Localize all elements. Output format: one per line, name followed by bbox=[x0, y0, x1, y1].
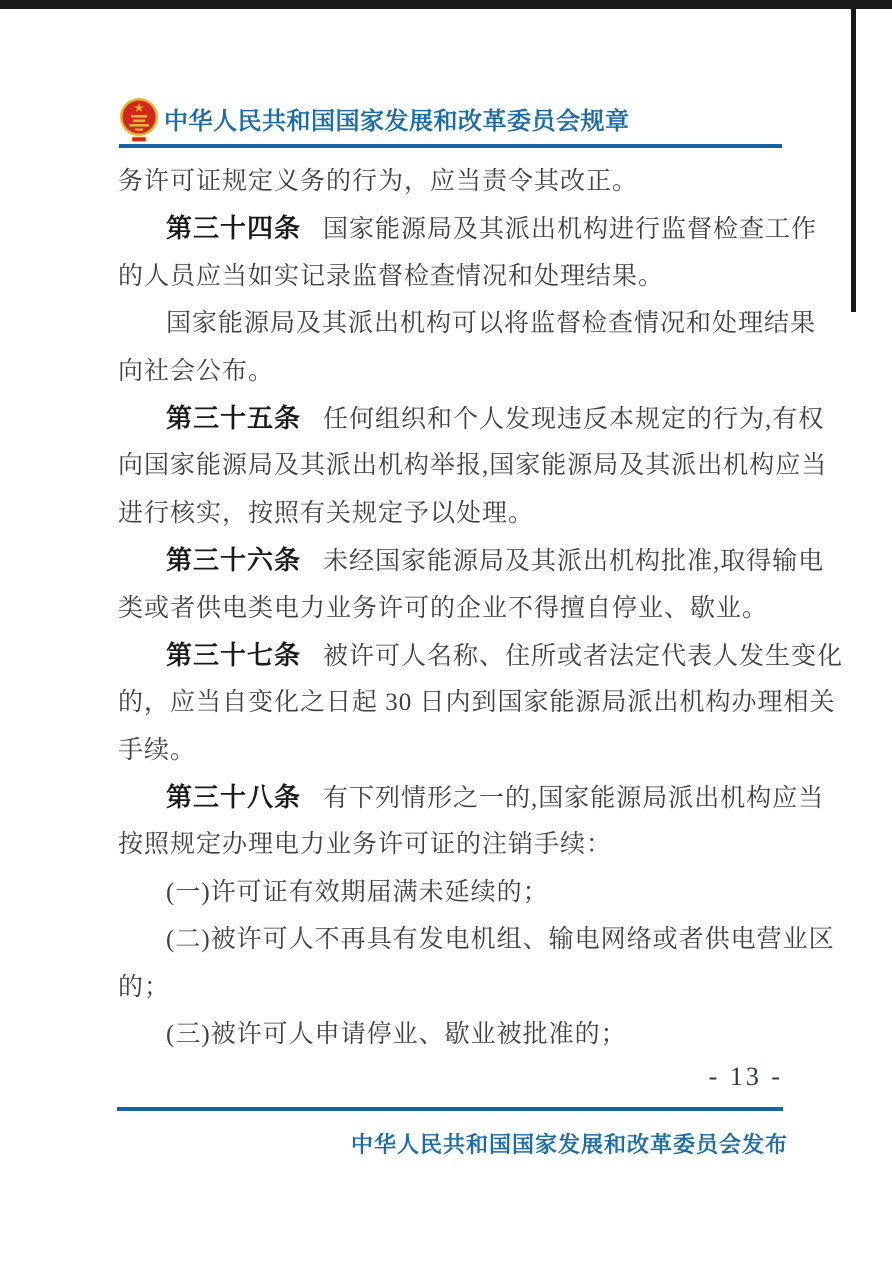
header-divider bbox=[119, 144, 782, 148]
body-line bbox=[118, 727, 790, 774]
body-line bbox=[118, 348, 790, 395]
body-line bbox=[118, 300, 817, 347]
body-line-text: 的，应当自变化之日起 30 日内到国家能源局派出机构办理相关 bbox=[118, 689, 836, 717]
body-line-text: 向国家能源局及其派出机构举报,国家能源局及其派出机构应当 bbox=[118, 452, 828, 480]
article-number: 第三十四条 bbox=[166, 213, 302, 244]
body-line bbox=[118, 253, 790, 300]
scan-top-edge bbox=[0, 0, 892, 9]
body-line-text: (三)被许可人申请停业、歇业被批准的； bbox=[166, 1021, 627, 1049]
body-line bbox=[118, 395, 825, 442]
body-line bbox=[118, 679, 836, 726]
body-line-text: 按照规定办理电力业务许可证的注销手续： bbox=[118, 831, 613, 859]
article-number: 第三十五条 bbox=[166, 402, 302, 433]
body-line-text: (二)被许可人不再具有发电机组、输电网络或者供电营业区 bbox=[166, 926, 835, 954]
body-line-text: 国家能源局及其派出机构可以将监督检查情况和处理结果 bbox=[166, 310, 817, 338]
body-line-text: 类或者供电类电力业务许可的企业不得擅自停业、歇业。 bbox=[118, 594, 769, 622]
body-line-text: 进行核实，按照有关规定予以处理。 bbox=[118, 499, 535, 527]
body-line-text: 任何组织和个人发现违反本规定的行为,有权 bbox=[323, 405, 825, 433]
body-line bbox=[118, 869, 790, 916]
body-line-text: 的； bbox=[118, 973, 171, 1001]
article-number: 第三十六条 bbox=[166, 545, 302, 576]
body-line bbox=[118, 1011, 790, 1058]
body-line bbox=[118, 442, 828, 489]
body-line bbox=[118, 585, 790, 632]
body-line-text: 的人员应当如实记录监督检查情况和处理结果。 bbox=[118, 262, 665, 290]
document-body bbox=[118, 158, 844, 1058]
china-national-emblem-icon bbox=[119, 97, 159, 143]
footer-divider bbox=[117, 1107, 783, 1111]
publisher-line: 中华人民共和国国家发展和改革委员会发布 bbox=[350, 1132, 788, 1157]
body-line bbox=[118, 821, 790, 868]
header-title: 中华人民共和国国家发展和改革委员会规章 bbox=[164, 108, 630, 135]
article-number: 第三十八条 bbox=[166, 782, 302, 813]
body-line bbox=[118, 205, 818, 252]
body-line bbox=[118, 158, 790, 205]
body-line-text: 务许可证规定义务的行为，应当责令其改正。 bbox=[118, 168, 639, 195]
body-line-text: 手续。 bbox=[118, 736, 197, 764]
article-number: 第三十七条 bbox=[166, 639, 302, 670]
body-line-text: 未经国家能源局及其派出机构批准,取得输电 bbox=[323, 548, 825, 576]
body-line-text: 向社会公布。 bbox=[118, 357, 275, 385]
body-line-text: 被许可人名称、住所或者法定代表人发生变化 bbox=[323, 642, 844, 670]
body-line bbox=[118, 964, 790, 1011]
body-line bbox=[118, 490, 790, 537]
body-line bbox=[118, 537, 825, 584]
body-line bbox=[118, 632, 844, 679]
body-line bbox=[118, 916, 835, 963]
body-line-text: 国家能源局及其派出机构进行监督检查工作 bbox=[323, 216, 818, 244]
body-line bbox=[118, 774, 825, 821]
page-number: - 13 - bbox=[708, 1062, 783, 1091]
body-line-text: 有下列情形之一的,国家能源局派出机构应当 bbox=[323, 785, 825, 813]
body-line-text: (一)许可证有效期届满未延续的； bbox=[166, 878, 549, 906]
scan-right-edge-line bbox=[851, 0, 856, 312]
